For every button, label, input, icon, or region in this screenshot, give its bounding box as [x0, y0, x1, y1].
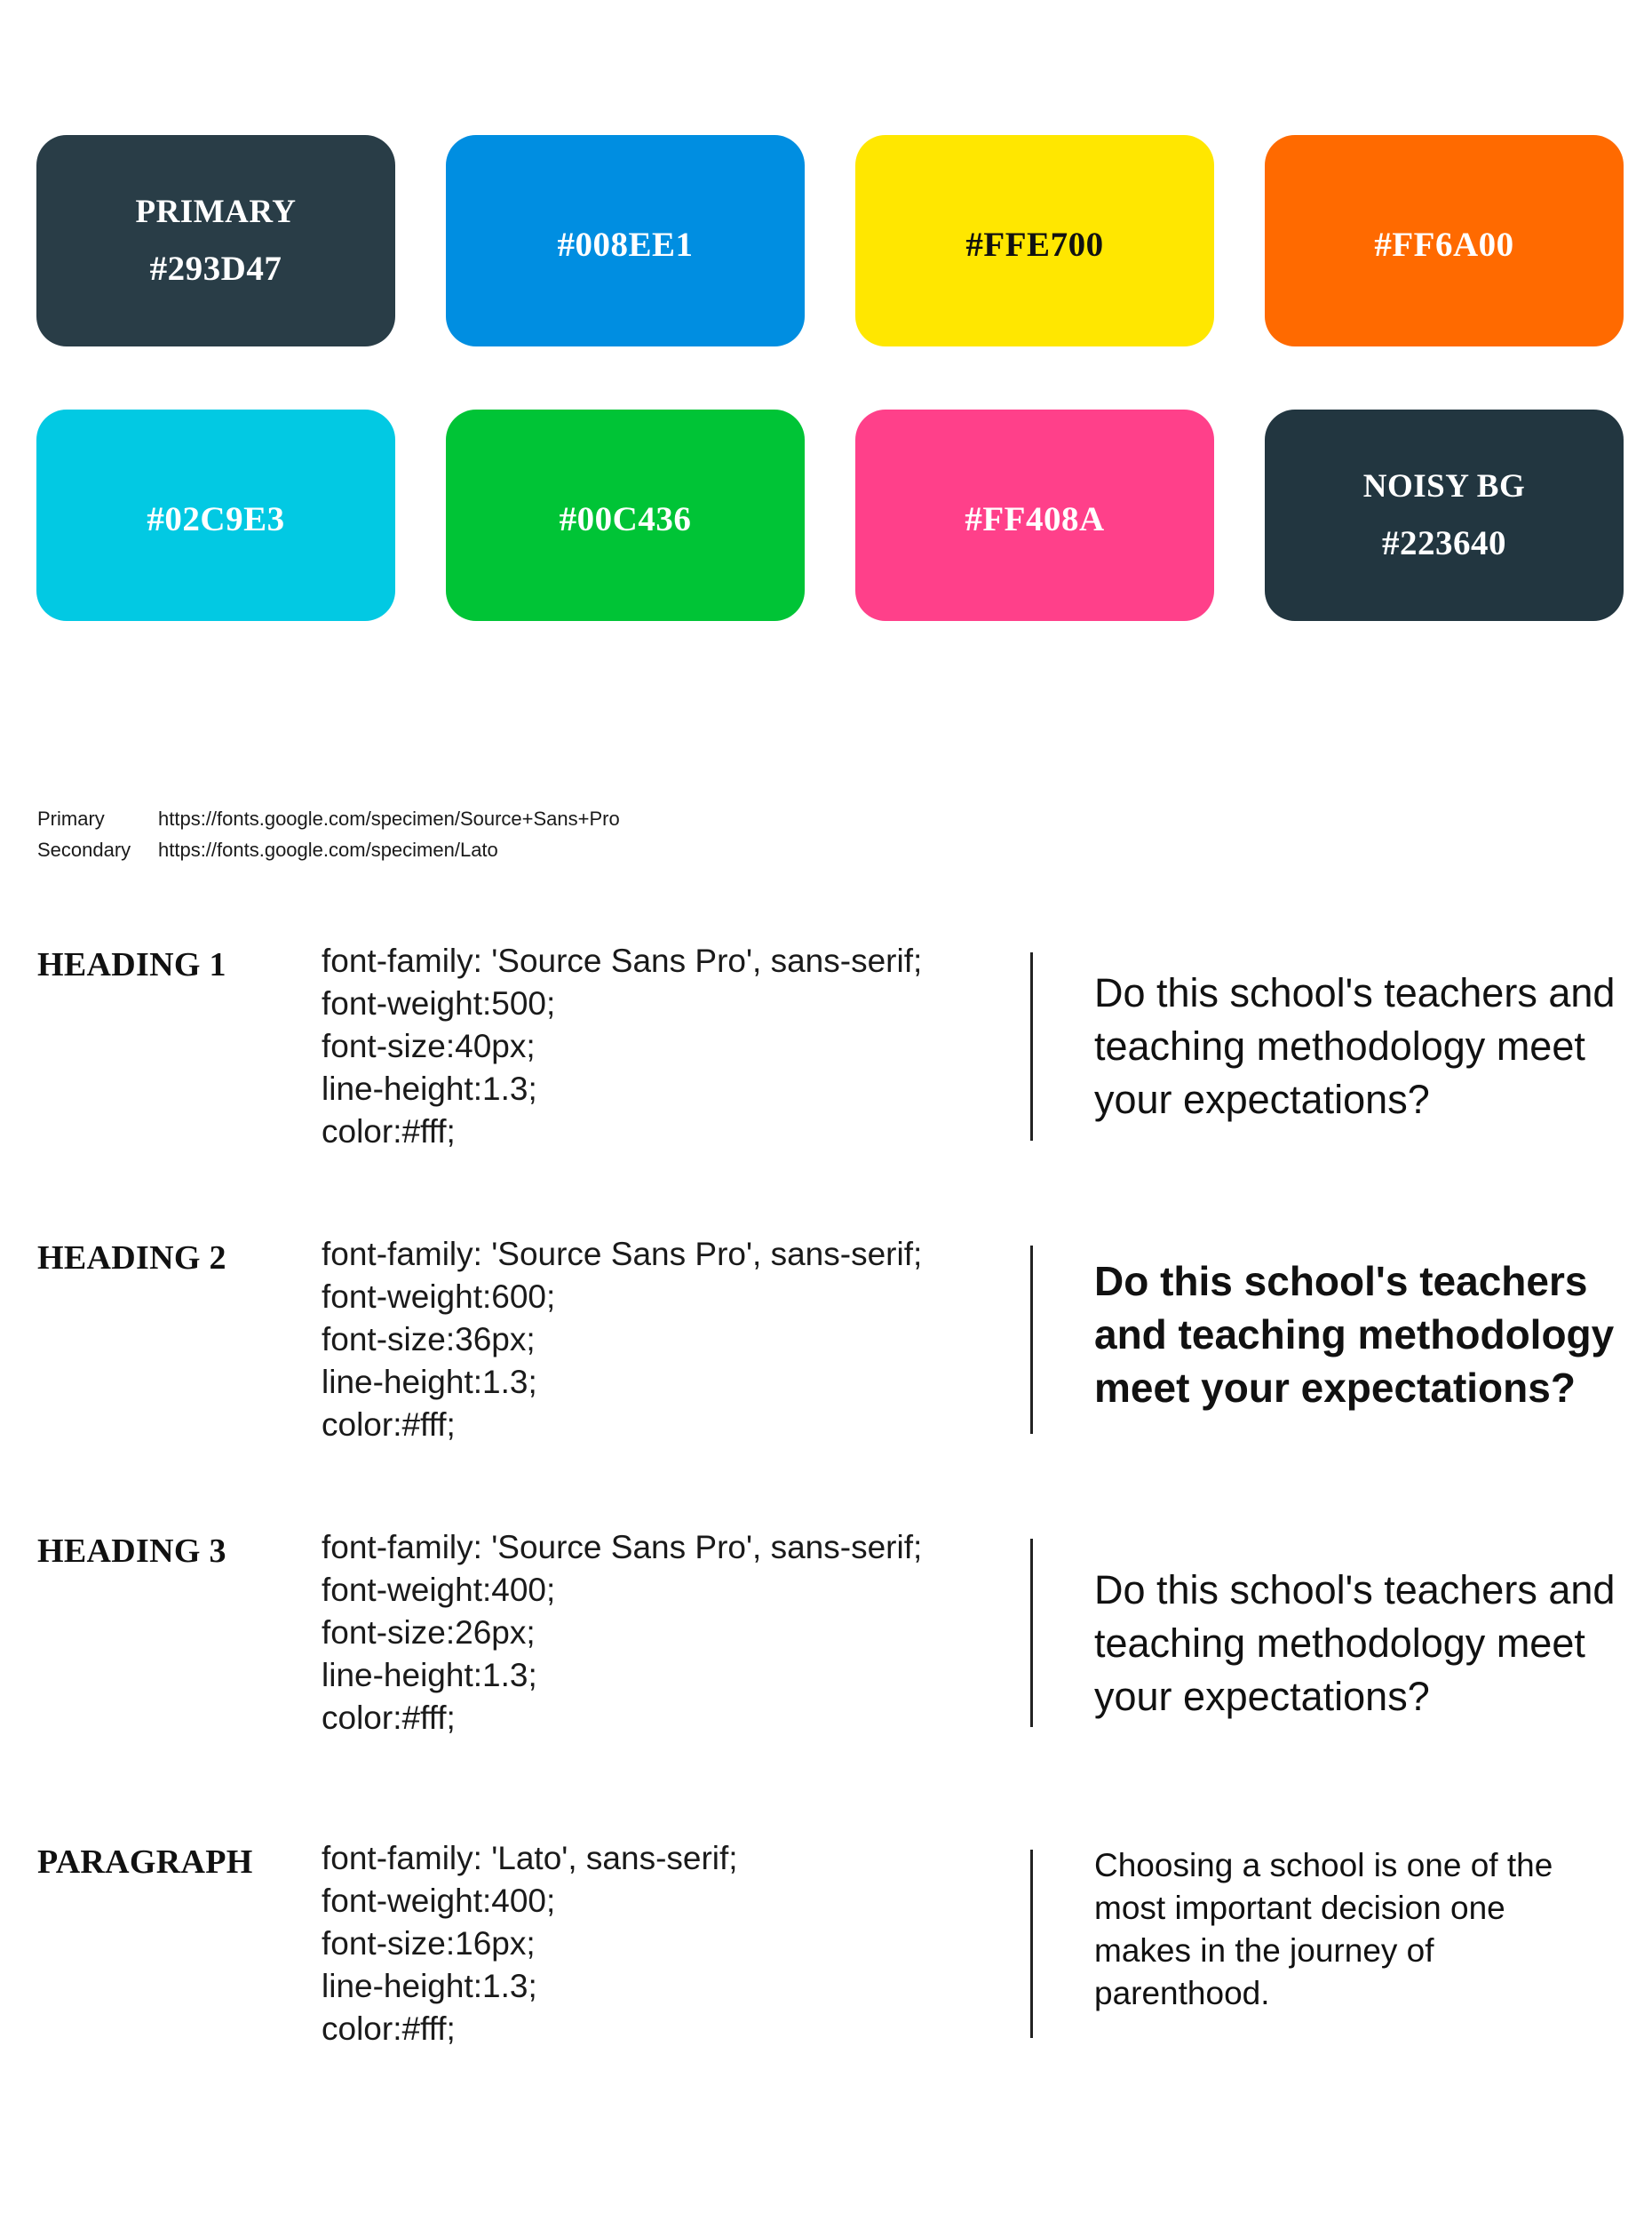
swatch-hex: #02C9E3: [147, 499, 285, 538]
spec-css-block: [322, 940, 922, 1153]
css-line: line-height:1.3;: [322, 1071, 537, 1107]
swatch-hex: #00C436: [559, 499, 692, 538]
swatch-hex: #223640: [1382, 524, 1506, 562]
spec-title: HEADING 3: [37, 1532, 226, 1570]
spec-css-block: [322, 1233, 922, 1446]
font-url-link[interactable]: https://fonts.google.com/specimen/Lato: [158, 838, 498, 861]
swatch-hex: #FF6A00: [1374, 225, 1514, 264]
divider: [1030, 1246, 1033, 1434]
font-role-label: Primary: [37, 807, 105, 830]
spec-sample-text: Do this school's teachers and teaching methodology meet your expectations?: [1094, 1567, 1616, 1719]
css-line: font-size:36px;: [322, 1321, 536, 1357]
css-line: font-weight:400;: [322, 1883, 556, 1919]
spec-css-block: [322, 1526, 922, 1739]
spec-sample-text: Do this school's teachers and teaching methodology meet your expectations?: [1094, 970, 1616, 1122]
css-line: font-size:16px;: [322, 1925, 536, 1962]
spec-css-block: [322, 1837, 738, 2050]
swatch-hex: #FFE700: [965, 225, 1104, 264]
css-line: font-size:26px;: [322, 1614, 536, 1651]
swatch-hex: #293D47: [149, 250, 282, 288]
font-url-link[interactable]: https://fonts.google.com/specimen/Source+Sans+Pro: [158, 807, 620, 830]
spec-sample-text: Choosing a school is one of the most important decision one makes in the journey of parenthood.: [1094, 1847, 1553, 2011]
css-line: font-family: 'Source Sans Pro', sans-serif;: [322, 1236, 923, 1272]
css-line: font-size:40px;: [322, 1028, 536, 1064]
css-line: font-family: 'Source Sans Pro', sans-serif;: [322, 943, 923, 979]
font-role-label: Secondary: [37, 838, 131, 861]
swatch-label: PRIMARY: [135, 194, 297, 230]
css-line: color:#fff;: [322, 1406, 456, 1443]
css-line: font-weight:400;: [322, 1572, 556, 1608]
divider: [1030, 1539, 1033, 1727]
css-line: color:#fff;: [322, 2010, 456, 2047]
swatch-hex: #008EE1: [557, 225, 694, 264]
color-swatch-cyan: [36, 410, 395, 621]
color-swatch-blue: [446, 135, 805, 346]
css-line: font-family: 'Source Sans Pro', sans-serif;: [322, 1529, 923, 1565]
css-line: font-weight:600;: [322, 1278, 556, 1315]
font-links: [37, 803, 620, 865]
css-line: font-weight:500;: [322, 985, 556, 1022]
css-line: line-height:1.3;: [322, 1968, 537, 2004]
css-line: font-family: 'Lato', sans-serif;: [322, 1840, 738, 1876]
css-line: line-height:1.3;: [322, 1364, 537, 1400]
swatch-label: NOISY BG: [1362, 468, 1526, 505]
css-line: line-height:1.3;: [322, 1657, 537, 1693]
color-swatch-noisy-bg: [1265, 410, 1624, 621]
color-swatch-primary: [36, 135, 395, 346]
swatch-hex: #FF408A: [965, 499, 1105, 538]
spec-title: HEADING 1: [37, 946, 226, 983]
spec-sample-text: Do this school's teachers and teaching methodology meet your expectations?: [1094, 1258, 1615, 1411]
font-link-row-secondary: [37, 834, 620, 865]
css-line: color:#fff;: [322, 1700, 456, 1736]
divider: [1030, 952, 1033, 1141]
color-swatch-yellow: [855, 135, 1214, 346]
color-swatch-orange: [1265, 135, 1624, 346]
color-swatch-pink: [855, 410, 1214, 621]
divider: [1030, 1850, 1033, 2038]
font-link-row-primary: [37, 803, 620, 834]
spec-title: PARAGRAPH: [37, 1843, 253, 1881]
color-swatch-green: [446, 410, 805, 621]
css-line: color:#fff;: [322, 1113, 456, 1150]
spec-title: HEADING 2: [37, 1239, 226, 1277]
